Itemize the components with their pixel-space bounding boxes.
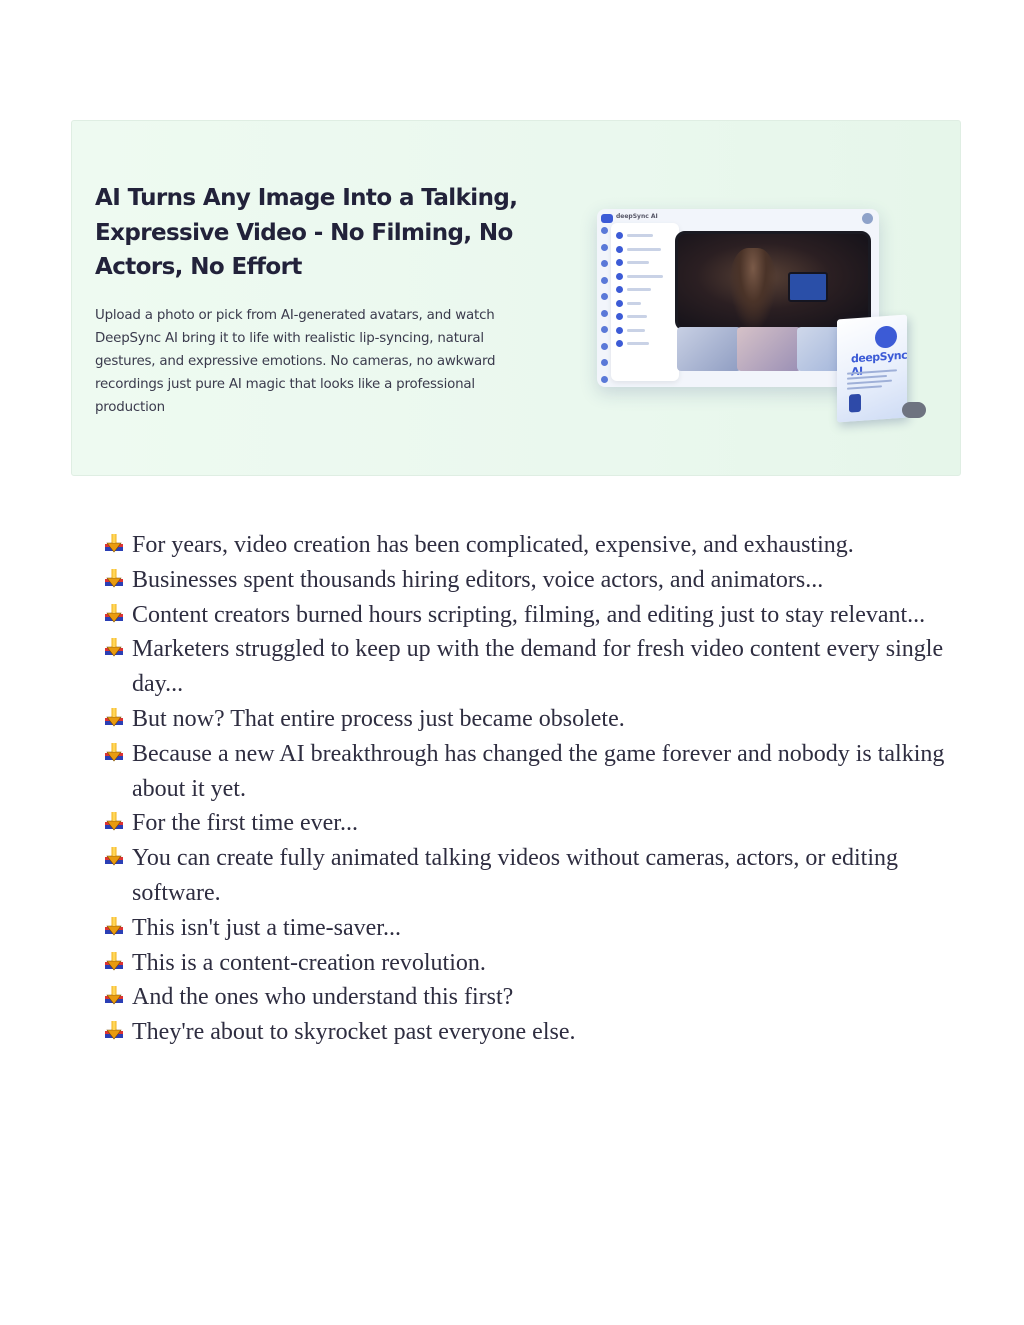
download-arrow-icon <box>102 636 126 660</box>
presenter-figure <box>730 248 776 328</box>
download-arrow-icon <box>102 950 126 974</box>
download-arrow-icon <box>102 845 126 869</box>
icon-rail <box>601 227 609 377</box>
list-item <box>100 598 970 633</box>
list-item-text: They're about to skyrocket past everyone else. <box>132 1019 576 1046</box>
list-item-text: For the first time ever... <box>132 810 358 837</box>
list-item-text: Because a new AI breakthrough has changed the game forever and nobody is talking about it yet. <box>132 740 945 802</box>
video-preview-mockup <box>675 231 871 331</box>
list-item <box>100 702 970 737</box>
list-item-text: For years, video creation has been complicated, expensive, and exhausting. <box>132 532 854 558</box>
list-item-text: But now? That entire process just became obsolete. <box>132 705 625 732</box>
product-box-image <box>837 315 907 423</box>
list-item-text: This isn't just a time-saver... <box>132 914 401 941</box>
hero-description: Upload a photo or pick from AI-generated avatars, and watch DeepSync AI bring it to life with realistic lip-syncing, natural gestures, and expressive emotions. No cameras, no awkward recordings just pure AI magic that looks like a professional production <box>95 308 496 415</box>
badge-icon <box>902 402 926 418</box>
app-logo-text: deepSync AI <box>616 213 658 220</box>
download-arrow-icon <box>102 706 126 730</box>
list-item <box>100 632 970 702</box>
list-item <box>100 806 970 841</box>
list-item-text: Content creators burned hours scripting, filming, and editing just to stay relevant... <box>132 601 926 628</box>
phone-figure <box>788 272 828 302</box>
list-item <box>100 563 970 598</box>
figure-icon <box>849 394 861 413</box>
list-item <box>100 946 970 981</box>
download-arrow-icon <box>102 984 126 1008</box>
list-item <box>100 911 970 946</box>
download-arrow-icon <box>102 1019 126 1043</box>
list-item <box>100 528 970 563</box>
list-item <box>100 1015 970 1050</box>
download-arrow-icon <box>102 532 126 556</box>
list-item-text: Marketers struggled to keep up with the demand for fresh video content every single day... <box>132 636 944 698</box>
app-logo-icon <box>601 214 613 223</box>
list-item-text: Businesses spent thousands hiring editors, voice actors, and animators... <box>132 566 824 593</box>
list-item <box>100 980 970 1015</box>
list-item-text: You can create fully animated talking videos without cameras, actors, or editing software. <box>132 845 899 906</box>
product-box-logo: deepSync <box>851 348 908 366</box>
hero-banner <box>71 120 961 476</box>
download-arrow-icon <box>102 741 126 765</box>
hero-title: AI Turns Any Image Into a Talking, Expressive Video - No Filming, No Actors, No Effort <box>95 185 518 280</box>
download-arrow-icon <box>102 810 126 834</box>
download-arrow-icon <box>102 567 126 591</box>
bullet-list <box>100 528 970 1050</box>
list-item <box>100 737 970 807</box>
avatar-icon <box>862 213 873 224</box>
mascot-icon <box>875 325 897 349</box>
product-mockup-image <box>597 209 942 424</box>
list-item <box>100 841 970 911</box>
download-arrow-icon <box>102 602 126 626</box>
list-item-text: This is a content-creation revolution. <box>132 949 486 976</box>
download-arrow-icon <box>102 915 126 939</box>
list-item-text: And the ones who understand this first? <box>132 984 514 1011</box>
